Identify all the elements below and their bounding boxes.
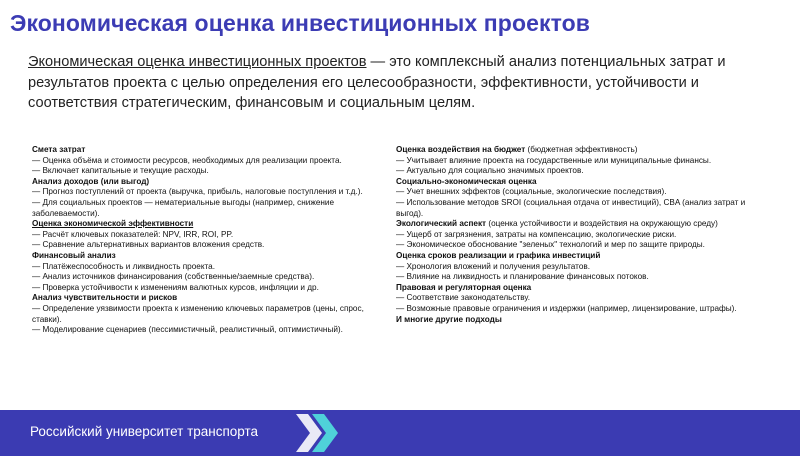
bullet-item: — Учитывает влияние проекта на государственные или муниципальные финансы. xyxy=(396,155,712,165)
bullet-item: — Прогноз поступлений от проекта (выручка, прибыль, налоговые поступления и т.д.). xyxy=(32,187,363,197)
intro-term: Экономическая оценка инвестиционных проектов xyxy=(28,54,367,70)
bullet-item: — Моделирование сценариев (пессимистичный, реалистичный, оптимистичный). xyxy=(32,325,343,335)
bullet-item: — Хронология вложений и получения результатов. xyxy=(396,261,591,271)
section-heading-bold: Экологический аспект xyxy=(396,219,487,229)
bullet-item: — Сравнение альтернативных вариантов вложения средств. xyxy=(32,240,265,250)
section-heading: Смета затрат xyxy=(32,145,86,154)
section-heading xyxy=(396,219,756,230)
bullet-item: — Соответствие законодательству. xyxy=(396,293,530,303)
bullet-item: — Учет внешних эффектов (социальные, экологические последствия). xyxy=(396,187,667,197)
footer-bar xyxy=(0,410,800,456)
bullet-item: — Влияние на ликвидность и планирование финансовых потоков. xyxy=(396,272,649,282)
bullet-item: — Расчёт ключевых показателей: NPV, IRR, ROI, PP. xyxy=(32,229,234,239)
section-heading: Оценка экономической эффективности xyxy=(32,219,194,229)
section-heading xyxy=(396,145,756,156)
right-column xyxy=(396,145,756,325)
intro-definition: — это комплексный анализ потенциальных затрат и результатов проекта с целью определения его целесообразности, эффективности, устойчивости и соответствия стратегическим, финансовым и социальным целям. xyxy=(28,54,726,111)
bullet-item: — Оценка объёма и стоимости ресурсов, необходимых для реализации проекта. xyxy=(32,155,342,165)
bullet-item: — Определение уязвимости проекта к изменению ключевых параметров (цены, спрос, ставки). xyxy=(32,303,364,324)
section-heading: Анализ чувствительности и рисков xyxy=(32,293,178,303)
bullet-item: — Использование методов SROI (социальная отдача от инвестиций), CBA (анализ затрат и выгод). xyxy=(396,197,746,218)
bullet-item: — Проверка устойчивости к изменениям валютных курсов, инфляции и др. xyxy=(32,282,319,292)
bullet-item: — Экономическое обоснование "зеленых" технологий и мер по защите природы. xyxy=(396,240,705,250)
section-heading-bold: Оценка воздействия на бюджет xyxy=(396,145,526,154)
bullet-item: — Для социальных проектов — нематериальные выгоды (например, снижение заболеваемости). xyxy=(32,197,335,218)
footer-chevron-logo xyxy=(292,410,352,456)
intro-paragraph xyxy=(28,52,768,114)
slide-title: Экономическая оценка инвестиционных проектов xyxy=(10,10,591,36)
section-heading: И многие другие подходы xyxy=(396,314,502,324)
section-heading-note: (оценка устойчивости и воздействия на окружающую среду) xyxy=(486,219,718,229)
section-heading: Социально-экономическая оценка xyxy=(396,176,537,186)
bullet-item: — Ущерб от загрязнения, затраты на компенсацию, экологические риски. xyxy=(396,229,677,239)
section-heading: Анализ доходов (или выгод) xyxy=(32,176,150,186)
bullet-item: — Возможные правовые ограничения и издержки (например, лицензирование, штрафы). xyxy=(396,303,737,313)
section-heading: Финансовый анализ xyxy=(32,250,116,260)
bullet-item: — Включает капитальные и текущие расходы. xyxy=(32,166,209,176)
footer-university-name: Российский университет транспорта xyxy=(30,424,259,439)
left-column xyxy=(32,145,384,336)
section-heading: Оценка сроков реализации и графика инвестиций xyxy=(396,250,601,260)
section-heading: Правовая и регуляторная оценка xyxy=(396,282,532,292)
bullet-item: — Анализ источников финансирования (собственные/заемные средства). xyxy=(32,272,315,282)
section-heading-note: (бюджетная эффективность) xyxy=(525,145,638,154)
bullet-item: — Актуально для социально значимых проектов. xyxy=(396,166,584,176)
bullet-item: — Платёжеспособность и ликвидность проекта. xyxy=(32,261,215,271)
